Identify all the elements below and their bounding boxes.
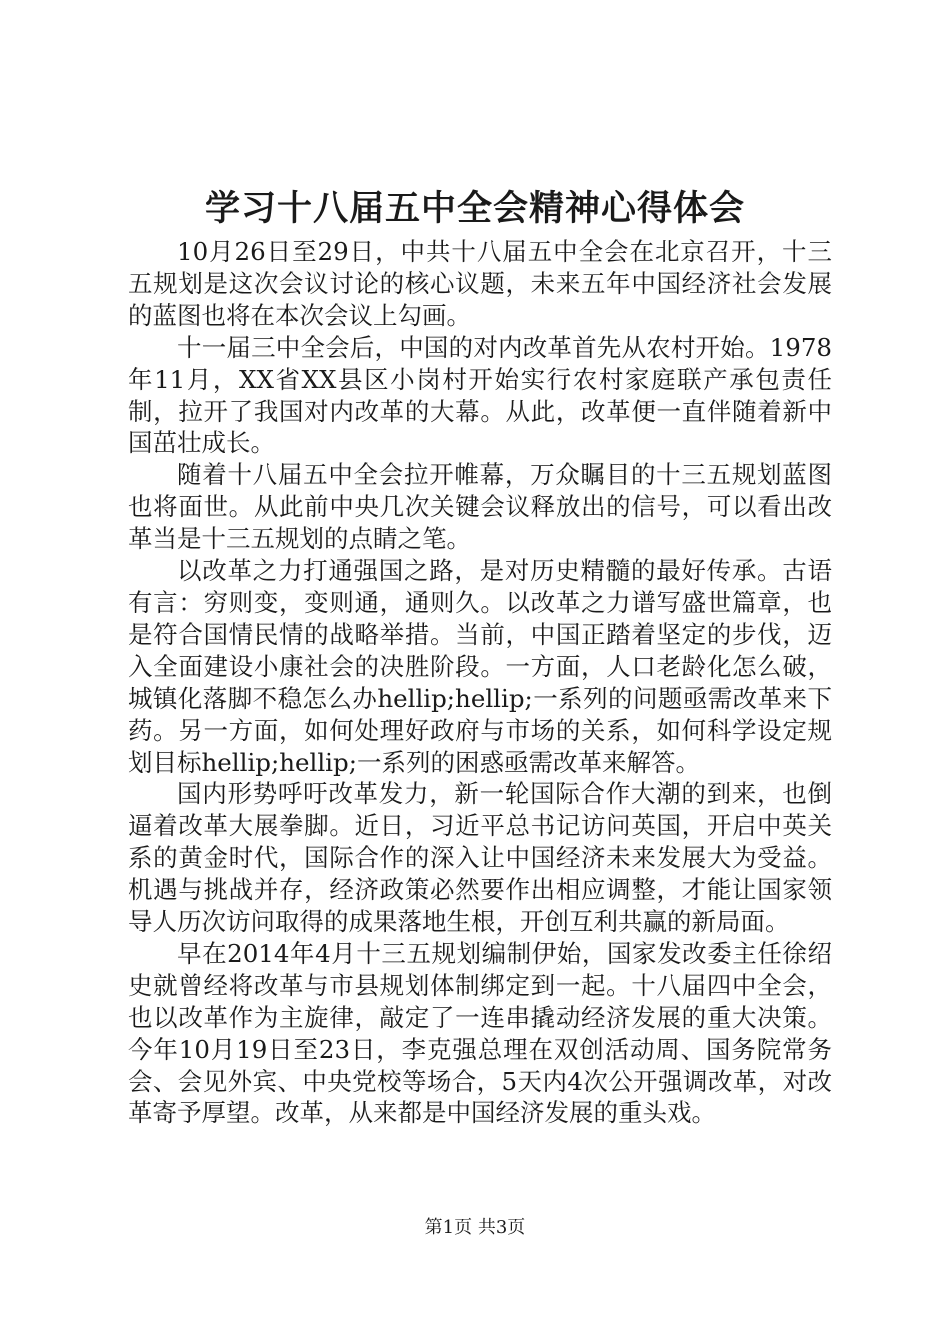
- paragraph-3: 随着十八届五中全会拉开帷幕，万众瞩目的十三五规划蓝图也将面世。从此前中央几次关键会议释放出的信号，可以看出改革当是十三五规划的点睛之笔。: [128, 460, 832, 554]
- paragraph-1: 10月26日至29日，中共十八届五中全会在北京召开，十三五规划是这次会议讨论的核心议题，未来五年中国经济社会发展的蓝图也将在本次会议上勾画。: [128, 237, 832, 330]
- paragraph-6: 早在2014年4月十三五规划编制伊始，国家发改委主任徐绍史就曾经将改革与市县规划体制绑定到一起。十八届四中全会，也以改革作为主旋律，敲定了一连串撬动经济发展的重大决策。今年10月19日至23日，李克强总理在双创活动周、国务院常务会、会见外宾、中央党校等场合，5天内4次公开强调改革，对改革寄予厚望。改革，从来都是中国经济发展的重头戏。: [128, 938, 832, 1128]
- document-body: [128, 236, 832, 1129]
- page-number-footer: 第1页 共3页: [424, 1217, 526, 1238]
- paragraph-4: 以改革之力打通强国之路，是对历史精髓的最好传承。古语有言：穷则变，变则通，通则久。以改革之力谱写盛世篇章，也是符合国情民情的战略举措。当前，中国正踏着坚定的步伐，迈入全面建设小康社会的决胜阶段。一方面，人口老龄化怎么破，城镇化落脚不稳怎么办hellip;hellip;一系列的问题亟需改革来下药。另一方面，如何处理好政府与市场的关系，如何科学设定规划目标hellip;hellip;一系列的困惑亟需改革来解答。: [128, 556, 832, 777]
- paragraph-5: 国内形势呼吁改革发力，新一轮国际合作大潮的到来，也倒逼着改革大展拳脚。近日，习近平总书记访问英国，开启中英关系的黄金时代，国际合作的深入让中国经济未来发展大为受益。机遇与挑战并存，经济政策必然要作出相应调整，才能让国家领导人历次访问取得的成果落地生根，开创互利共赢的新局面。: [128, 779, 832, 937]
- document-title: 学习十八届五中全会精神心得体会: [204, 188, 745, 229]
- paragraph-2: 十一届三中全会后，中国的对内改革首先从农村开始。1978年11月，XX省XX县区小岗村开始实行农村家庭联产承包责任制，拉开了我国对内改革的大幕。从此，改革便一直伴随着新中国茁壮成长。: [128, 332, 832, 458]
